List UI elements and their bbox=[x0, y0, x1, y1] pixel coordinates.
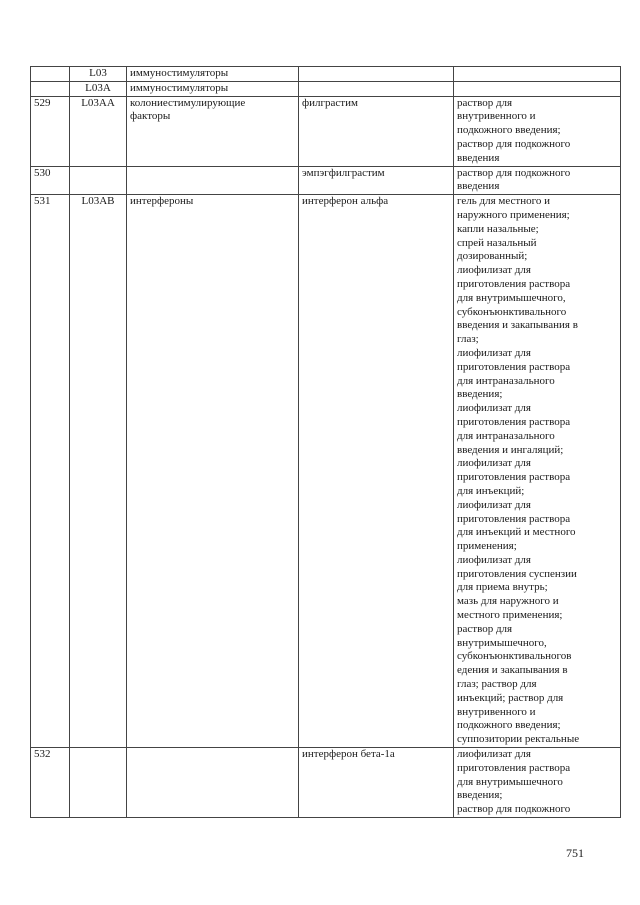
dosage-form-text: гель для местного и наружного применения; капли назальные; спрей назальный дозированный; лиофилизат для приготовления раствора для внутримышечного, субконъюнктивального введения и закапывания в глаз; лиофилизат для приготовления раствора для интраназального введения; лиофилизат для приготовления раствора для интраназального введения и ингаляций; лиофилизат для приготовления раствора для инъекций; лиофилизат для приготовления раствора для инъекций и местного применения; лиофилизат для приготовления суспензии для приема внутрь; мазь для наружного и местного применения; раствор для внутримышечного, субконъюнктивальногов едения и закапывания в глаз; раствор для инъекций; раствор для внутривенного и подкожного введения; суппозитории ректальные bbox=[457, 195, 580, 746]
atc-group-text: иммуностимуляторы bbox=[130, 67, 229, 79]
table-row bbox=[31, 67, 621, 82]
drug-name-cell: филграстим bbox=[299, 96, 454, 166]
drug-list-table bbox=[30, 66, 621, 818]
drug-name-cell: эмпэгфилграстим bbox=[299, 166, 454, 195]
atc-code-cell: L03AB bbox=[70, 195, 127, 748]
row-number-cell: 529 bbox=[31, 96, 70, 166]
drug-name-cell: интерферон бета-1а bbox=[299, 748, 454, 818]
table-row bbox=[31, 748, 621, 818]
dosage-form-cell bbox=[454, 81, 621, 96]
atc-group-cell bbox=[127, 67, 299, 82]
dosage-form-cell bbox=[454, 166, 621, 195]
dosage-form-text: раствор для подкожного введения bbox=[457, 166, 571, 193]
atc-group-text: иммуностимуляторы bbox=[130, 81, 229, 94]
atc-group-cell bbox=[127, 166, 299, 195]
atc-code-cell bbox=[70, 166, 127, 195]
dosage-form-cell bbox=[454, 67, 621, 82]
row-number-cell bbox=[31, 81, 70, 96]
row-number-cell: 530 bbox=[31, 166, 70, 195]
dosage-form-text: лиофилизат для приготовления раствора для внутримышечного введения; раствор для подкожного bbox=[457, 748, 571, 816]
page-number: 751 bbox=[566, 846, 584, 860]
drug-name-cell bbox=[299, 81, 454, 96]
row-number-cell bbox=[31, 67, 70, 82]
atc-code-cell: L03AA bbox=[70, 96, 127, 166]
atc-group-text: интерфероны bbox=[130, 195, 194, 208]
atc-group-cell bbox=[127, 96, 299, 166]
atc-code-cell bbox=[70, 748, 127, 818]
dosage-form-cell bbox=[454, 195, 621, 748]
atc-code-cell: L03A bbox=[70, 81, 127, 96]
row-number-cell: 532 bbox=[31, 748, 70, 818]
dosage-form-cell bbox=[454, 748, 621, 818]
drug-name-cell: интерферон альфа bbox=[299, 195, 454, 748]
drug-name-cell bbox=[299, 67, 454, 82]
atc-group-cell bbox=[127, 81, 299, 96]
table-row bbox=[31, 96, 621, 166]
dosage-form-cell bbox=[454, 96, 621, 166]
row-number-cell: 531 bbox=[31, 195, 70, 748]
atc-group-cell bbox=[127, 195, 299, 748]
table-row bbox=[31, 195, 621, 748]
atc-code-cell: L03 bbox=[70, 67, 127, 82]
dosage-form-text: раствор для внутривенного и подкожного введения; раствор для подкожного введения bbox=[457, 96, 571, 164]
atc-group-text: колониестимулирующие факторы bbox=[130, 96, 246, 123]
table-row bbox=[31, 166, 621, 195]
atc-group-cell bbox=[127, 748, 299, 818]
table-row bbox=[31, 81, 621, 96]
